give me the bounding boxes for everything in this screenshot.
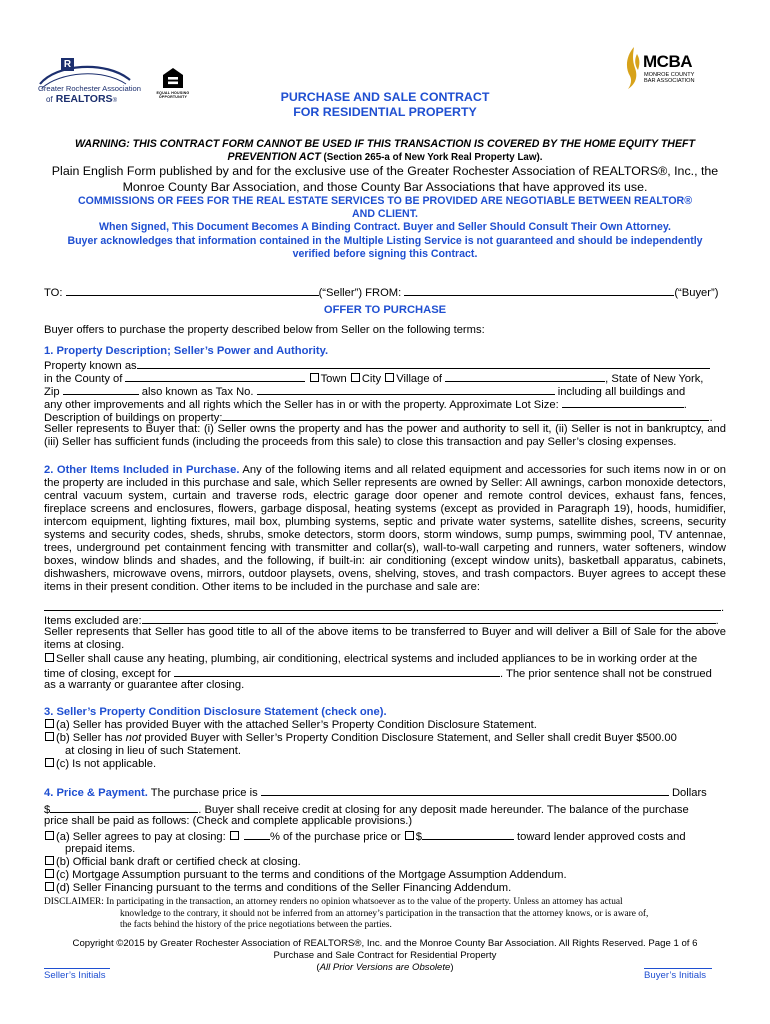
warning-line-1: WARNING: THIS CONTRACT FORM CANNOT BE USED IF THIS TRANSACTION IS COVERED BY THE HOME EQUITY THEFT xyxy=(75,138,695,150)
zip-field[interactable] xyxy=(63,384,139,395)
realtor-r-mark: R xyxy=(63,59,72,70)
payment-c-checkbox[interactable] xyxy=(45,869,54,878)
purchase-price-words-field[interactable] xyxy=(261,785,669,796)
property-known-line: Property known as xyxy=(44,358,726,373)
form-name: Purchase and Sale Contract for Residential Property xyxy=(273,950,497,961)
working-order-line-3: as a warranty or guarantee after closing. xyxy=(44,679,245,691)
excluded-items-line: Items excluded are: . xyxy=(44,615,719,627)
purchase-price-amount-field[interactable] xyxy=(50,802,198,813)
commissions-line-1: COMMISSIONS OR FEES FOR THE REAL ESTATE SERVICES TO BE PROVIDED ARE NEGOTIABLE BETWEEN REALTOR® xyxy=(77,195,693,207)
price-line: 4. Price & Payment. The purchase price is Dollars xyxy=(44,787,707,799)
payment-option-a: (a) Seller agrees to pay at closing: % of the purchase price or $ toward lender approved costs and xyxy=(44,829,726,844)
payment-a-amount-checkbox[interactable] xyxy=(405,831,414,840)
buildings-description-field[interactable] xyxy=(222,410,709,421)
binding-contract-notice: When Signed, This Document Becomes A Binding Contract. Buyer and Seller Should Consult Their Own Attorney. xyxy=(99,221,671,234)
equal-housing-house-icon xyxy=(162,67,184,89)
offer-intro: Buyer offers to purchase the property described below from Seller on the following terms: xyxy=(44,324,485,336)
working-order-checkbox[interactable] xyxy=(45,653,54,662)
page-title xyxy=(0,90,770,120)
plain-english-line-2: Monroe County Bar Association, and those County Bar Associations that have approved its use. xyxy=(122,179,648,194)
buyer-name-field[interactable] xyxy=(404,285,674,296)
payment-option-d: (d) Seller Financing pursuant to the terms and conditions of the Seller Financing Addendum. xyxy=(44,882,726,895)
payment-b-checkbox[interactable] xyxy=(45,856,54,865)
notices-block xyxy=(20,195,750,261)
parties-line xyxy=(44,285,726,300)
warning-line-2: PREVENTION ACT (Section 265-a of New York Real Property Law). xyxy=(227,151,543,163)
county-line: in the County of Town City Village of , State of New York, xyxy=(44,373,704,385)
excluded-items-field[interactable] xyxy=(142,613,716,624)
mcba-flame-icon xyxy=(622,46,642,90)
payment-d-checkbox[interactable] xyxy=(45,882,54,891)
lot-size-line: any other improvements and all rights which the Seller has in or with the property. Approximate Lot Size: . xyxy=(44,399,687,411)
disclosure-option-b-cont: at closing in lieu of such Statement. xyxy=(65,745,241,757)
equal-housing-text: EQUAL HOUSING OPPORTUNITY xyxy=(156,91,190,100)
disclaimer: DISCLAIMER: In participating in the transaction, an attorney renders no opinion whatsoever as to the value of the property. Unless an attorney has actual knowledge to the contrary, it should not be inferred from an attorney’s participation in the transaction that the attorney knows, or is aware of, the facts behind the history of the price negotiations between the parties. xyxy=(44,897,649,931)
seller-percent-field[interactable] xyxy=(244,829,270,840)
seller-initials[interactable]: Seller’s Initials xyxy=(44,968,110,981)
section-3-heading: 3. Seller’s Property Condition Disclosure Statement (check one). xyxy=(44,706,387,718)
warning-block xyxy=(20,138,750,164)
county-field[interactable] xyxy=(125,371,305,382)
tax-number-field[interactable] xyxy=(257,384,555,395)
good-title-statement: Seller represents that Seller has good title to all of the above items to be transferred to Buyer and will deliver a Bill of Sale for the above items at closing. xyxy=(44,626,726,652)
buildings-line: Description of buildings on property: . xyxy=(44,412,713,424)
section-2-body: 2. Other Items Included in Purchase. Any of the following items and all related equipment and accessories for such items now in or on the property are included in this purchase and sale, which Seller represents are owned by Seller: All awnings, carbon monoxide detectors, central vacuum system, curtain and traverse rods, electric garage door opener and remote control devices, exhaust fans, fences, fireplace screens and enclosures, flowers, garbage disposal, heating systems (except as provided in Paragraph 19), hoods, humidifier, intercom equipment, lighting fixtures, mail box, plumbing systems, septic and private water systems, satellite dishes, screens, security systems and security codes, sheds, shrubs, smoke detectors, storm doors, storm windows, sump pumps, swimming pool, TV antennae, trees, underground pet containment fencing with transmitter and collar(s), wall-to-wall carpeting and runners, water softeners, window boxes, window blinds and shades, and the following, if built-in: air conditioning (except window units), basketball apparatus, cabinets, dishwashers, microwave ovens, mirrors, outdoor playsets, ovens, shelving, stoves, and trash compactors. Buyer agrees to accept these items in their present condition. Other items to be included in the purchase and sale are: xyxy=(44,464,726,594)
payment-a-checkbox[interactable] xyxy=(45,831,54,840)
working-order-exceptions-field[interactable] xyxy=(174,666,500,677)
section-4-heading: 4. Price & Payment. xyxy=(44,787,148,799)
buyer-label: (“Buyer”) xyxy=(674,287,719,299)
lot-size-field[interactable] xyxy=(562,397,684,408)
payment-option-a-cont: prepaid items. xyxy=(65,843,136,855)
seller-representations: Seller represents to Buyer that: (i) Seller owns the property and has the power and authority to sell it, (ii) Seller is not in bankruptcy, and (iii) Seller has sufficient funds (including the proceeds from this sale) to close this transaction and pay Seller’s closing expenses. xyxy=(44,423,726,449)
title-line-2: FOR RESIDENTIAL PROPERTY xyxy=(293,105,477,119)
working-order-line-2: time of closing, except for . The prior sentence shall not be construed xyxy=(44,668,712,680)
realtors-org-name: Greater Rochester Association xyxy=(38,84,141,93)
disclosure-option-b: (b) Seller has not provided Buyer with Seller’s Property Condition Disclosure Statement, and Seller shall credit Buyer $500.00 xyxy=(44,732,726,745)
disclosure-option-a: (a) Seller has provided Buyer with the attached Seller’s Property Condition Disclosure Statement. xyxy=(44,719,726,732)
payment-instructions: price shall be paid as follows: (Check and complete applicable provisions.) xyxy=(44,815,413,827)
buyer-initials[interactable]: Buyer’s Initials xyxy=(644,968,712,981)
seller-name-field[interactable] xyxy=(66,285,319,296)
realtor-r-badge-icon xyxy=(61,58,74,71)
plain-english-line-1: Plain English Form published by and for the exclusive use of the Greater Rochester Association of REALTORS®, Inc., the xyxy=(51,164,719,178)
payment-option-b: (b) Official bank draft or certified check at closing. xyxy=(44,856,726,869)
title-line-1: PURCHASE AND SALE CONTRACT xyxy=(280,90,490,104)
section-1-heading: 1. Property Description; Seller’s Power and Authority. xyxy=(44,345,329,357)
to-label: TO: xyxy=(44,287,63,299)
plain-english-statement xyxy=(20,164,750,195)
other-items-line: . xyxy=(44,600,726,615)
copyright: Copyright ©2015 by Greater Rochester Association of REALTORS®, Inc. and the Monroe County Bar Association. All Rights Reserved. Page 1 of 6 xyxy=(72,938,698,949)
payment-option-c: (c) Mortgage Assumption pursuant to the terms and conditions of the Mortgage Assumption Addendum. xyxy=(44,869,726,882)
mcba-sub-1: MONROE COUNTY xyxy=(644,72,695,78)
disclaimer-label: DISCLAIMER: xyxy=(44,897,104,907)
other-items-field[interactable] xyxy=(44,600,721,611)
section-2-heading: 2. Other Items Included in Purchase. xyxy=(44,464,240,476)
village-checkbox[interactable] xyxy=(385,373,394,382)
disclosure-option-c: (c) Is not applicable. xyxy=(44,758,726,771)
mls-line-1: Buyer acknowledges that information contained in the Multiple Listing Service is not guaranteed and should be independently xyxy=(67,234,703,247)
mls-line-2: verified before signing this Contract. xyxy=(292,247,478,260)
commissions-line-2: AND CLIENT. xyxy=(352,208,418,221)
offer-heading: OFFER TO PURCHASE xyxy=(323,304,447,316)
mcba-logo xyxy=(622,46,732,96)
mcba-sub-2: BAR ASSOCIATION xyxy=(644,78,695,84)
seller-amount-field[interactable] xyxy=(422,829,514,840)
working-order-line-1: Seller shall cause any heating, plumbing, air conditioning, electrical systems and included appliances to be in working order at the xyxy=(44,653,726,666)
payment-a-percent-checkbox[interactable] xyxy=(230,831,239,840)
zip-taxno-line: Zip also known as Tax No. including all buildings and xyxy=(44,386,686,398)
municipality-field[interactable] xyxy=(445,371,605,382)
disclosure-a-checkbox[interactable] xyxy=(45,719,54,728)
price-amount-line: $ . Buyer shall receive credit at closing for any deposit made hereunder. The balance of the purchase xyxy=(44,804,689,816)
seller-from-label: (“Seller”) FROM: xyxy=(318,287,402,299)
city-checkbox[interactable] xyxy=(351,373,360,382)
disclosure-c-checkbox[interactable] xyxy=(45,758,54,767)
town-checkbox[interactable] xyxy=(310,373,319,382)
mcba-wordmark: MCBA xyxy=(643,52,692,71)
property-address-field[interactable] xyxy=(137,358,710,369)
realtors-wordmark: of REALTORS® xyxy=(46,93,117,105)
obsolete-note: (All Prior Versions are Obsolete) xyxy=(316,962,454,973)
disclosure-b-checkbox[interactable] xyxy=(45,732,54,741)
